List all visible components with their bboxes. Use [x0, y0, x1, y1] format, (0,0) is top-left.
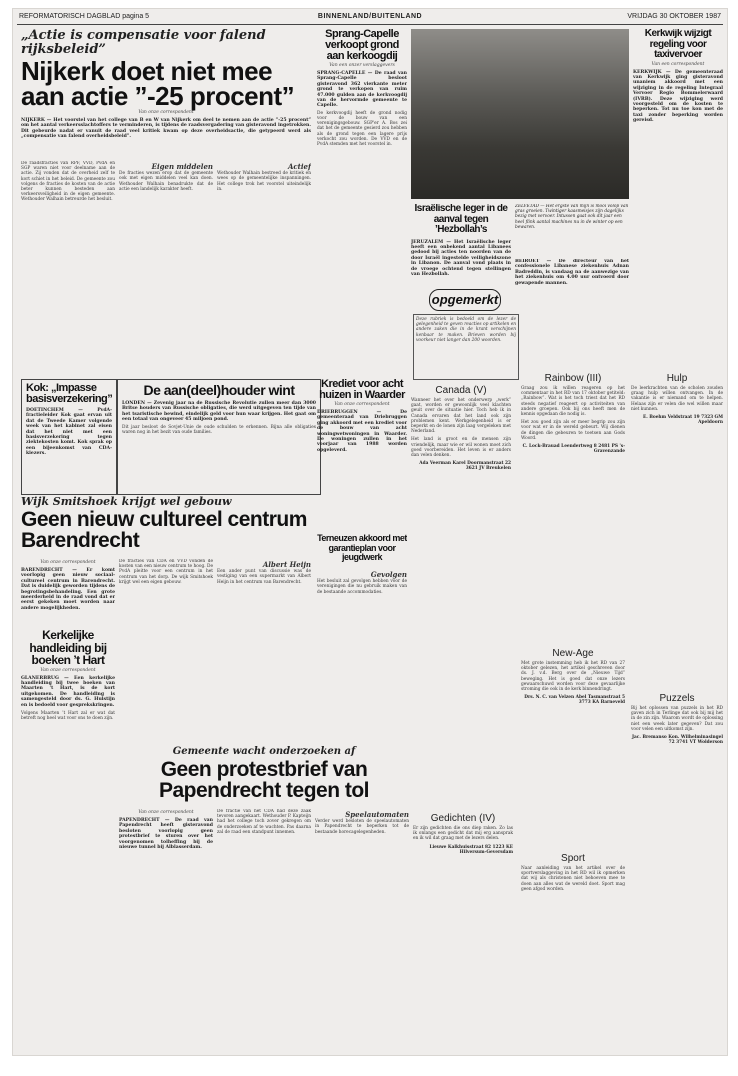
- kerkwijk-byline: Van een correspondent: [651, 61, 705, 67]
- barendrecht-col2: [119, 559, 213, 739]
- lead-body3: Wethouder Walhain bestreed de kritiek en wees op de gemeentelijke inspanningen. Het college trok het voorstel uiteindelijk in.: [217, 171, 311, 192]
- opgemerkt-stamp: opgemerkt: [429, 289, 501, 311]
- sport-body: Naar aanleiding van het artikel over de sportverslaggeving in het RD wil ik opmerken dat wij als christenen niet behoeven mee te doen aan alles wat de wereld doet. Sport mag geen afgod worden.: [521, 866, 625, 892]
- barendrecht-intro: BARENDRECHT — Er komt voorlopig geen nieuw sociaal-cultureel centrum in Barendrecht. Dat is duidelijk geworden tijdens de begrotingsbehandeling. Een grote meerderheid in de raad vond dat er eerst gekeken moet worden naar andere mogelijkheden.: [21, 568, 115, 611]
- rainbow-title: Rainbow (III): [544, 373, 602, 384]
- israel-body: JERUZALEM — Het Israëlische leger heeft een onbekend aantal Libanees gedood bij acties ten noorden van de door Israël ingestelde veiligheidszone in Libanon. De aanval vond plaats in de vroege ochtend tegen stellingen van Hezbollah.: [411, 239, 511, 277]
- lead-byline: Van onze correspondent: [138, 110, 194, 115]
- newage-body: Met grote instemming heb ik het RD van 27 oktober gelezen, het artikel geschreven door ds. J. v.d. Berg over de „Nieuwe Tijd” beweging. Het is goed dat onze lezers gewaarschuwd worden voor deze gevaarlijke stroming die ook in de kerk binnendringt.: [521, 661, 625, 693]
- hulp-title: Hulp: [666, 373, 688, 384]
- aandeelhouder-headline: De aan(deel)houder wint: [143, 382, 295, 398]
- lead-kicker: „Actie is compensatie voor falend rijksbeleid”: [21, 29, 266, 57]
- papendrecht-head: [119, 745, 409, 805]
- newspaper-page: [12, 8, 728, 1056]
- lead-subhead2: Actief: [287, 162, 311, 171]
- hulp-body: De leerkrachten van de scholen zouden graag hulp willen ontvangen. In de vakantie is er niemand om te helpen. Helaas zijn er velen die wel willen maar niet kunnen.: [631, 386, 723, 412]
- barendrecht-body: De fracties van CDA en VVD vonden de kosten van een nieuw centrum te hoog. De PvdA pleitte voor een centrum in het centrum van het dorp. De wijk Smitshoek krijgt wel een eigen gebouw.: [119, 559, 213, 585]
- kok-article: [21, 379, 117, 495]
- header-center: BINNENLAND/BUITENLAND: [317, 13, 423, 20]
- beirut-article: BEIROET — De directeur van het confessionele Libanese ziekenhuis Adnan Badreddin, is vandaag na de aanwezige van het ziekenhuis om 4.00 uur ontvoerd door gewapende mannen.: [515, 259, 629, 286]
- lead-article: [21, 29, 311, 157]
- sport-title: Sport: [561, 853, 585, 864]
- page-header: [13, 11, 727, 23]
- kerkelijke-article: [21, 629, 115, 959]
- newage-signature: Drs. N. C. van Velzen Abel Tasmanstraat 5 3773 KA Barneveld: [524, 695, 625, 706]
- letter-gedichten: [413, 809, 513, 1049]
- barendrecht-col3: [217, 559, 311, 739]
- waarder-article: [317, 379, 407, 529]
- israel-headline: Israëlische leger in de aanval tegen ’Hezbollah’s: [414, 204, 508, 235]
- barendrecht-body2: Een ander punt van discussie was de vestiging van een supermarkt van Albert Heijn in het centrum van Barendrecht.: [217, 569, 311, 585]
- lead-body-col2: [119, 161, 213, 373]
- sprang-headline: Sprang-Capelle verkoopt grond aan kerkoogdij: [325, 29, 399, 62]
- papendrecht-byline: Van onze correspondent: [138, 810, 194, 815]
- papendrecht-col2: [217, 809, 311, 1049]
- kerkwijk-headline: Kerkwijk wijzigt regeling voor taxivervoer: [644, 29, 712, 60]
- rainbow-body: Graag zou ik willen reageren op het commentaar in het RD van 17 oktober getiteld: „Rainbow”. Wat is het toch triest dat het RD steeds negatief reageert op activiteiten van andere groepen. Ook bij ons heeft men de kennis opgedaan die nodig is.: [521, 386, 625, 418]
- lead-intro: NIJKERK — Het voorstel van het college van B en W van Nijkerk om deel te nemen aan de actie ”-25 procent” om het aantal verkeersslachtoffers te verminderen, is tijdens de raadsvergadering van gisteravond ingetrokken. Dit gebeurde nadat er vanuit de raad veel kritiek kwam op deze overheidsactie, die getypeerd werd als „compensatie van falend overheidsbeleid”.: [21, 118, 311, 140]
- newage-title: New-Age: [552, 648, 594, 659]
- papendrecht-kicker: Gemeente wacht onderzoeken af: [172, 746, 356, 757]
- lead-subhead: Eigen middelen: [151, 162, 213, 171]
- news-photo: [411, 29, 629, 199]
- kok-body: DOETINCHEM — PvdA-fractieleider Kok gaat ervan uit dat de Tweede Kamer volgende week van het kabinet zal eisen dat het niet met een basisverzekering tegen ziektekosten komt. Kok sprak op een bijeenkomst van CDA-kiezers.: [26, 408, 112, 457]
- barendrecht-subhead: Albert Heijn: [262, 560, 311, 569]
- letter-newage: [521, 644, 625, 844]
- kerkwijk-article: [633, 29, 723, 374]
- terneuzen-head: [317, 534, 407, 564]
- lead-body: De raadsfracties van RPF, VVD, PvdA en SGP waren niet voor deelname aan de actie. Zij vonden dat de overheid zelf te kort schiet in het beleid. De gemeente zou volgens de fracties de kosten van de actie beter kunnen besteden aan verkeersveiligheid in de eigen gemeente. Wethouder Walhain betreurde het besluit.: [21, 161, 115, 203]
- lead-headline: Nijkerk doet niet mee aan actie ”-25 procent”: [21, 56, 295, 111]
- terneuzen-headline: Terneuzen akkoord met garantieplan voor jeugdwerk: [317, 534, 407, 562]
- lead-body-col1: [21, 161, 115, 373]
- sprang-article: [317, 29, 407, 374]
- letter-sport: [521, 849, 625, 1049]
- kerkelijke-headline: Kerkelijke handleiding bij boeken ’t Hart: [29, 629, 107, 667]
- barendrecht-kicker: Wijk Smitshoek krijgt wel gebouw: [21, 495, 232, 508]
- aandeelhouder-body2: Dit jaar besloot de Sovjet-Unie de oude schulden te erkennen. Bijna alle obligaties waren nog in het bezit van oude families.: [122, 424, 316, 435]
- letter-rainbow: [521, 369, 625, 639]
- barendrecht-headline: Geen nieuw cultureel centrum Barendrecht: [21, 508, 307, 552]
- kerkelijke-byline: Van onze correspondent: [40, 667, 96, 673]
- papendrecht-intro: PAPENDRECHT — De raad van Papendrecht heeft gisteravond besloten voorlopig geen protestbrief te sturen over het voorgenomen tolheffing bij de nieuwe tunnel bij Alblasserdam.: [119, 818, 213, 851]
- photo-caption: ZELVETAD — Het ergste van mijn is mooi volop van gras groeien. Twintiger kaasmeisjes zijn dagelijks bezig met vervoer. Intussen gaat ook dit jaar een heel flink aantal machines nu in de winter op een bewaren.: [515, 204, 629, 230]
- header-rule: [17, 24, 723, 25]
- waarder-body: DRIEBRUGGEN — De gemeenteraad van Driebruggen ging akkoord met een krediet voor de bouw van acht woningwetwoningen in Waarder. De woningen zullen in het voorjaar van 1988 worden opgeleverd.: [317, 410, 407, 453]
- kerkwijk-body: KERKWIJK — De gemeenteraad van Kerkwijk ging gisteravond unaniem akkoord met een wijziging in de regeling Integraal Vervoer Regio Bommelerwaard (IVRB). Deze wijziging werd voorgesteld om de kosten te beperken. Tot nu toe kon met de taxi zonder beperking worden gereisd.: [633, 69, 723, 124]
- puzzels-title: Puzzels: [659, 693, 695, 704]
- opgemerkt-intro: Deze rubriek is bedoeld om de lezer de gelegenheid te geven reacties op artikelen en andere zaken die in de krant verschijnen kenbaar te maken. Brieven worden bij voorkeur niet langer dan 200 woorden.: [413, 314, 519, 380]
- canada-title: Canada (V): [435, 385, 487, 396]
- kerkelijke-body2: Volgens Maarten ’t Hart zal er wat dat betreft nog heel wat voor ons te doen zijn.: [21, 710, 115, 722]
- sprang-body: De kerkvoogdij heeft de grond nodig voor de bouw van een verenigingsgebouw. SGP'er A. Bos zei dat het de gemeente gesierd zou hebben als de grond tegen een lagere prijs verkocht zou worden. De VVD en de PvdA stemden met het voorstel in.: [317, 110, 407, 148]
- waarder-headline: Krediet voor acht huizen in Waarder: [319, 379, 405, 401]
- waarder-byline: Van onze correspondent: [334, 402, 390, 407]
- papendrecht-subhead: Speelautomaten: [345, 810, 409, 819]
- barendrecht-head: [21, 495, 311, 555]
- header-left: REFORMATORISCH DAGBLAD pagina 5: [19, 13, 150, 20]
- kok-headline: Kok: „Impasse basisverzekering”: [26, 382, 113, 405]
- puzzels-signature: Jac. Bremanso Kon. Wilhelminasingel 72 3741 VT Wolderson: [631, 735, 723, 746]
- canada-body: Wanneer het over het onderwerp „werk” gaat, worden er gewoonlijk veel klachten geuit over de situatie hier. Toch heb ik in Canada ervaren dat het land ook zijn problemen kent. Werkgelegenheid is er beperkt en de lonen zijn laag vergeleken met Nederland.: [411, 398, 511, 435]
- barendrecht-body3: Het besluit zal gevolgen hebben voor de verenigingen die nu gebruik maken van de bestaande accommodaties.: [317, 579, 407, 595]
- letter-puzzels: [631, 689, 723, 1049]
- barendrecht-subhead2: Gevolgen: [370, 570, 407, 579]
- canada-signature: Ada Veerman Karel Doormanstraat 22 3621 JV Breukelen: [419, 461, 511, 472]
- letter-canada: [411, 381, 511, 701]
- sprang-intro: SPRANG-CAPELLE — De raad van Sprang-Capelle besloot gisteravond 362 vierkante meter grond te verkopen van ruim 47.000 gulden aan de kerkvoogdij van de hervormde gemeente te Capelle.: [317, 71, 407, 109]
- barendrecht-col4: [317, 569, 407, 739]
- papendrecht-body: De fractie van het CDA had deze zaak tevoren aangekaart. Wethouder P. Kapteijn had het college toch zover gekregen om de onderzoeken af te wachten. Pas daarna zal de raad een standpunt innemen.: [217, 809, 311, 835]
- papendrecht-col1: [119, 809, 213, 1049]
- barendrecht-byline: Van onze correspondent: [40, 560, 96, 565]
- sprang-byline: Van een onzer verslaggevers: [329, 63, 395, 68]
- barendrecht-lede: [21, 559, 115, 624]
- aandeelhouder-body: LONDEN — Zevenig jaar na de Russische Revolutie zullen meer dan 3000 Britse houders van Russische obligaties, die werd uitgegeven ten tijde van het tsaristische bewind, eindelijk geld voor hun waar krijgen. Het gaat om een totaal van ongeveer 45 miljoen pond.: [122, 401, 316, 423]
- lead-body-col3: [217, 161, 311, 373]
- kerkelijke-body: GLANERBRUG — Een kerkelijke handleiding bij twee boeken van Maarten ’t Hart, is de kort uitgekomen. De handleiding is samengesteld door ds. G. Hulstijn en is bedoeld voor gesprekskringen.: [21, 675, 115, 708]
- hulp-signature: E. Boehm Veldstraat 19 7323 GM Apeldoorn: [642, 415, 723, 426]
- papendrecht-col3: [315, 809, 409, 1049]
- canada-body2: Het land is groot en de mensen zijn vriendelijk, maar wie er wil wonen moet zich goed voorbereiden. Het leven is er anders dan velen denken.: [411, 437, 511, 459]
- aandeelhouder-article: [117, 379, 321, 495]
- puzzels-body: Bij het oplossen van puzzels in het RD gaven zich in Terlinge dat ook bij mij het in de zin zijn. Waarom wordt de oplossing niet een week later gegeven? Dat zou voor velen een uitkomst zijn.: [631, 706, 723, 732]
- letter-hulp: [631, 369, 723, 639]
- rainbow-body2: Het zou goed zijn als er meer begrip zou zijn voor wat er in de wereld gebeurt. Wij dienen de dingen die gebeuren te toetsen aan Gods Woord.: [521, 420, 625, 441]
- papendrecht-headline: Geen protestbrief van Papendrecht tegen tol: [158, 758, 370, 802]
- rainbow-signature: C. Lock-Brauad Leendertweg 8 2481 PS 's-Gravenzande: [522, 444, 625, 455]
- gedichten-title: Gedichten (IV): [430, 813, 496, 824]
- papendrecht-body2: Verder werd besloten de speelautomaten in Papendrecht te beperken tot de bestaande horecagelegenheden.: [315, 819, 409, 835]
- lead-body2: De fracties wezen erop dat de gemeente ook met eigen middelen veel kan doen. Wethouder Walhain benadrukte dat de actie een landelijk karakter heeft.: [119, 171, 213, 192]
- header-right: VRIJDAG 30 OKTOBER 1987: [627, 13, 721, 20]
- gedichten-signature: Lieuwe Kalkhuisstraat 82 1223 KE Hilversum-Geversdam: [429, 844, 513, 855]
- gedichten-body: Er zijn gedichten die ons diep raken. Zo las ik onlangs een gedicht dat mij erg aansprak en ik wil dat graag met de lezers delen.: [413, 826, 513, 842]
